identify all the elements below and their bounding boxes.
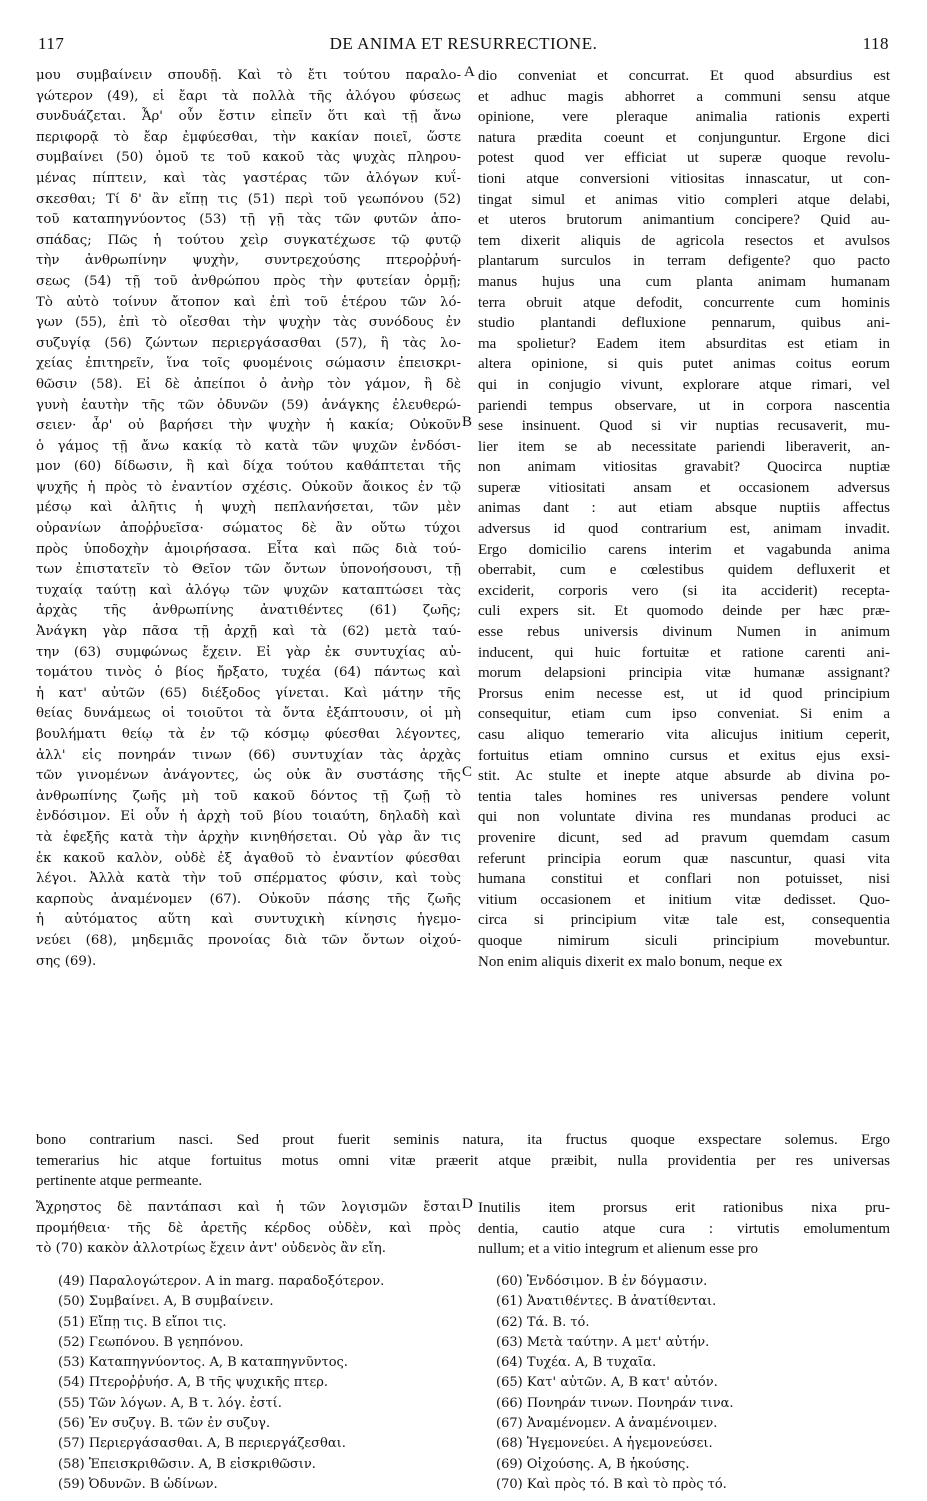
latin-text-line: animas dant : aut etiam absque nuptiis affectus [478, 500, 890, 517]
greek-text-line: ὁ γάμος τῇ ἄνω κακίᾳ τὸ κατὰ τῶν ψυχῶν ἐνδόσι- [36, 438, 461, 454]
footnote: (69) Οἰχούσης. A, B ἡκούσης. [496, 1456, 690, 1472]
latin-text-line: provenire dicunt, sed ad pravum quemdam casum [478, 829, 890, 846]
greek-text-line: μον (60) δίδωσιν, ἢ καὶ δίχα τούτου καθάπτεται τῆς [36, 459, 461, 475]
greek-text-line: ἀνθρωπίνης ζωῆς μὴ τοῦ κακοῦ δόντος τῇ ζωῇ τὸ [36, 788, 461, 804]
latin-text-line: sese insinuent. Quod si vir nuptias recusaverit, mu- [478, 418, 890, 435]
greek-text-line: τὰ ἐφεξῆς κατὰ τὴν ἀρχὴν κινηθήσεται. Οὐ γὰρ ἂν τις [36, 829, 461, 845]
footnote: (58) Ἐπεισκριθῶσιν. A, B εἰσκριθῶσιν. [58, 1456, 316, 1472]
greek-text-line: σεως (54) τῇ τοῦ ἀνθρώπου πρὸς τὴν φυτείαν ὁρμῇ; [36, 273, 461, 289]
margin-letter-b: B [462, 414, 473, 430]
greek-text-line: οὐρανίων ἀποῤῥυεῖσα· σώματος δὲ ἂν οὕτω τύχοι [36, 521, 461, 537]
footnote: (64) Τυχέα. A, B τυχαῖα. [496, 1355, 657, 1371]
greek-text-line: γώτερον (49), εἰ ἔαρι τὰ πολλὰ τῆς ἀλόγου φύσεως [36, 88, 461, 104]
greek-text-line: μου συμβαίνειν σπουδῇ. Καὶ τὸ ἔτι τούτου παραλο- [36, 68, 461, 83]
footnote: (50) Συμβαίνει. A, B συμβαίνειν. [58, 1294, 274, 1310]
latin-text-line: esse rebus universis divinum Numen in animum [478, 624, 890, 641]
greek-text-line: ἐνδόσιμον. Εἰ οὖν ἡ ἀρχὴ τοῦ βίου τοιαύτη, δηλαδὴ καὶ [36, 809, 461, 825]
footnote: (52) Γεωπόνου. B γεηπόνου. [58, 1334, 244, 1350]
greek-text-line: τοῦ καταπηγνύοντος (53) τῇ γῇ τὰς τῶν φυτῶν ἀπο- [36, 212, 461, 228]
footnote: (59) Ὀδυνῶν. B ὠδίνων. [58, 1476, 218, 1492]
greek-text-line: ἀρχὰς τῆς ἀνθρωπίνης ἀνατιθέντες (61) ζωῆς; [36, 603, 461, 619]
latin-text-line: altera opinione, si quis putet animas coitus eorum [478, 356, 890, 373]
greek-text-line: περιφορᾷ τὸ ἔαρ ἐμφύεσθαι, τὴν κακίαν ποιεῖ, ὥστε [36, 129, 461, 145]
latin-text-line: morum delapsioni principia vitæ humanæ assignant? [478, 665, 890, 682]
page-number-right: 118 [862, 34, 889, 53]
footnote: (53) Καταπηγνύοντος. A, B καταπηγνῦντος. [58, 1355, 348, 1371]
greek-text-line: ἡ αὐτόματος αὕτη καὶ συντυχικὴ κίνησις ἡγεμο- [36, 912, 461, 928]
greek-text-line: σκεσθαι; Τί δ' ἂν εἴπῃ τις (51) περὶ τοῦ γεωπόνου (52) [36, 191, 461, 207]
latin-text-line: tingat simul et animas vitio compleri atque delabi, [478, 191, 890, 208]
margin-letter-a: A [464, 64, 475, 80]
greek-text-line: τὸ (70) κακὸν ἀλλοτρίως ἔχειν ἀντ' οὐδενὸς ἂν εἴη. [36, 1241, 387, 1257]
greek-text-line: καρποὺς ἀναμένομεν (67). Οὐκοῦν πάσης τῆς ζωῆς [36, 891, 461, 907]
greek-text-line: θείας δυνάμεως οἱ τοιοῦτοι τὰ ὄντα ἐξάπτουσιν, οἱ μὴ [36, 706, 461, 722]
footnote: (60) Ἐνδόσιμον. B ἐν δόγμασιν. [496, 1274, 708, 1289]
footnote: (67) Ἀναμένομεν. A ἀναμένοιμεν. [496, 1416, 718, 1432]
latin-text-line: humana constitui et conflari non potuisset, nisi [478, 871, 890, 888]
greek-text-line: χείας ἐπιτηρεῖν, ἵνα τοῖς φυομένοις σώμασιν ἐπεισκρι- [36, 356, 461, 372]
latin-text-line: studio plantandi defluxione pennarum, quibus ani- [478, 315, 890, 332]
latin-text-line: ma spolietur? Eadem item absurditas est etiam in [478, 335, 890, 352]
greek-text-line: ἀλλ' εἰς πονηράν τινων (66) συντυχίαν τὰς ἀρχὰς [36, 747, 461, 763]
greek-text-line: την (63) συμφώνως ἔχειν. Εἰ γὰρ ἐκ συντυχίας αὐ- [36, 644, 461, 660]
latin-text-line: stit. Ac stulte et inepte atque absurde ab divina po- [478, 768, 890, 785]
footnote: (55) Τῶν λόγων. A, B τ. λόγ. ἐστί. [58, 1395, 282, 1411]
full-width-text-line: bono contrarium nasci. Sed prout fuerit seminis natura, ita fructus quoque exspectare solemus. Ergo [36, 1132, 890, 1148]
latin-text-line: fortuitus etiam omnino cursus et exitus ejus exsi- [478, 747, 890, 764]
latin-text-line: tentia tales homines res universas pendere volunt [478, 788, 890, 805]
latin-text-line: et adhuc magis abhorret a communi sensu atque [478, 88, 890, 105]
latin-text-line: tioni atque conversioni vitiositas innascatur, ut con- [478, 170, 890, 187]
greek-text-line: Ἄχρηστος δὲ παντάπασι καὶ ἡ τῶν λογισμῶν ἔσται [36, 1200, 461, 1215]
full-width-text-line: pertinente atque permeante. [36, 1173, 203, 1190]
latin-text-line: nullum; et a vitio integrum et alienum esse pro [478, 1241, 758, 1258]
footnote: (66) Πονηράν τινων. Πονηράν τινα. [496, 1395, 734, 1411]
latin-text-line: superæ vitiositati ansam et occasionem adversus [478, 479, 890, 496]
footnote: (56) Ἐν συζυγ. B. τῶν ἐν συζυγ. [58, 1416, 270, 1432]
greek-text-line: γυνὴ ἑαυτὴν τῆς τῶν ὀδυνῶν (59) ἀνάγκης ἐλευθερώ- [36, 397, 461, 413]
latin-text-line: terra obruit atque defodit, concurrente cum hominis [478, 294, 890, 311]
greek-text-line: σης (69). [36, 953, 97, 969]
latin-text-line: lier item se ab necessitate pariendi liberaverit, an- [478, 438, 890, 455]
footnote: (65) Κατ' αὐτῶν. A, B κατ' αὐτόν. [496, 1375, 718, 1391]
latin-text-line: non animam vitiositas gravabit? Quocirca nuptiæ [478, 459, 890, 476]
footnotes-right [496, 1272, 896, 1495]
latin-text-line: dio conveniat et concurrat. Et quod absurdius est [478, 68, 890, 84]
latin-text-line: vitium occasionem et initium vitæ dedisset. Quo- [478, 891, 890, 908]
margin-letter-d: D [462, 1196, 473, 1212]
latin-text-line: opinione, vere pleraque animalia rationis experti [478, 109, 890, 126]
greek-text-line: τὴν ἀνθρωπίνην ψυχὴν, συντρεχούσης πτεροῤῥυή- [36, 253, 461, 269]
footnote: (54) Πτεροῤῥυήσ. A, B τῆς ψυχικῆς πτερ. [58, 1375, 329, 1391]
greek-text-line: τομάτου τινὸς ὁ βίος ἤρξατο, τυχέα (64) πάντως καὶ [36, 665, 461, 681]
footnote: (51) Εἴπῃ τις. B εἴποι τις. [58, 1314, 227, 1330]
greek-text-line: γων (55), ἐπὶ τὸ οἴεσθαι τὴν ψυχὴν τὰς συνόδους ἐν [36, 315, 461, 331]
footnote: (57) Περιεργάσασθαι. A, B περιεργάζεσθαι. [58, 1436, 346, 1452]
running-title: DE ANIMA ET RESURRECTIONE. [329, 34, 598, 53]
latin-text-line: adversus id quod contrarium est, animam invadit. [478, 521, 890, 538]
latin-text-line: Non enim aliquis dixerit ex malo bonum, neque ex [478, 953, 783, 970]
greek-text-line: πρὸς ὑποδοχὴν ἀμοιρήσασα. Εἶτα καὶ πῶς διὰ τού- [36, 541, 461, 557]
latin-text-line: Inutilis item prorsus erit rationibus nixa pru- [478, 1200, 890, 1216]
latin-column-second-section [478, 1198, 890, 1260]
greek-text-line: ἡ κατ' αὐτῶν (65) διέξοδος γίνεται. Καὶ μάτην τῆς [36, 685, 461, 701]
latin-text-line: dentia, cautio atque cura : virtutis emolumentum [478, 1220, 890, 1237]
latin-text-line: manus hujus una cum planta animam humanam [478, 273, 890, 290]
latin-text-line: quoque nimirum siculi principium movebuntur. [478, 932, 890, 949]
latin-column [478, 66, 890, 972]
latin-text-line: Prorsus enim necesse est, ut id quod principium [478, 685, 890, 702]
greek-text-line: μένας πίπτειν, καὶ τὰς γαστέρας τῶν ἀλόγων κυΐ- [36, 170, 461, 186]
latin-text-line: exciderit, corporis vero (si ita acciderit) recepta- [478, 582, 890, 599]
greek-text-line: Τὸ αὐτὸ τοίνυν ἄτοπον καὶ ἐπὶ τοῦ ἑτέρου τῶν λό- [36, 294, 461, 310]
greek-column-second-section [36, 1198, 461, 1260]
latin-text-line: consequitur, etiam cum ipso conveniat. Si enim a [478, 706, 890, 723]
greek-text-line: συζυγίᾳ (56) ζώντων περιεργάσασθαι (57), ἢ τὰς λο- [36, 335, 461, 351]
greek-text-line: σειεν· ἆρ' οὐ βαρήσει τὴν ψυχὴν ἡ κακία; Οὐκοῦν [36, 418, 461, 434]
latin-text-line: tem dixerit aliquis de agricola resectos et avulsos [478, 232, 890, 249]
greek-text-line: των ἐπιστατεῖν τὸ Θεῖον τῶν ὄντων ὑπονοήσουσι, τῇ [36, 562, 461, 578]
full-width-text-line: temerarius hic atque fortuitus motus omni vitæ præerit atque præibit, nulla providentia per res universas [36, 1152, 890, 1169]
greek-text-line: ψυχῆς ἡ πρὸς τὸ ἐναντίον σχέσις. Οὐκοῦν ἄοικος ἐν τῷ [36, 479, 461, 495]
greek-text-line: Ἀνάγκη γὰρ πᾶσα τῇ ἀρχῇ καὶ τὰ (62) μετὰ ταύ- [36, 624, 461, 640]
latin-text-line: et uteros brutorum animantium concipere? Quid au- [478, 212, 890, 229]
footnote: (49) Παραλογώτερον. A in marg. παραδοξότερον. [58, 1274, 385, 1289]
latin-text-line: plantarum surculos in terram defigente? quo pacto [478, 253, 890, 270]
page-number-left: 117 [38, 34, 65, 53]
greek-text-line: μέσῳ καὶ ἀλῆτις ἡ ψυχὴ πεπλανήσεται, τῶν μὲν [36, 500, 461, 516]
greek-text-line: νεύει (68), μηδεμιᾶς προνοίας διὰ τῶν ὄντων οἰχού- [36, 932, 461, 948]
footnote: (68) Ἡγεμονεύει. A ἡγεμονεύσει. [496, 1436, 713, 1452]
greek-text-line: βουλήματι θείῳ τὰ ἐν τῷ κόσμῳ φύεσθαι λέγοντες, [36, 727, 461, 742]
greek-text-line: λέγοι. Ἀλλὰ κατὰ τὴν τοῦ σπέρματος φύσιν, καὶ τοὺς [36, 871, 461, 887]
latin-text-line: circa si principium vitæ tale est, consequentia [478, 912, 890, 929]
latin-text-line: pariendi tempus observare, ut in corpora nascentia [478, 397, 890, 414]
footnotes-left [58, 1272, 478, 1495]
latin-text-line: casu aliquo temerario vita alicujus initium ceperit, [478, 727, 890, 743]
greek-column [36, 66, 461, 972]
latin-text-line: qui in conjugio vivunt, explorare atque rimari, vel [478, 376, 890, 393]
full-width-paragraph [36, 1130, 890, 1192]
footnote: (70) Καὶ πρὸς τό. B καὶ τὸ πρὸς τό. [496, 1476, 727, 1492]
footnote: (61) Ἀνατιθέντες. B ἀνατίθενται. [496, 1294, 717, 1310]
latin-text-line: potest quod ver efficiat ut superæ quoque revolu- [478, 150, 890, 167]
running-header [0, 34, 927, 56]
greek-text-line: τῶν γινομένων ἀνάγοντες, ὡς οὐκ ἂν συστάσης τῆς [36, 768, 461, 784]
latin-text-line: qui non voluntate divina res mundanas produci ac [478, 809, 890, 826]
latin-text-line: Ergo domicilio carens interim et vagabunda anima [478, 541, 890, 558]
latin-text-line: oberrabit, cum e cœlestibus quidem defluxerit et [478, 562, 890, 579]
greek-text-line: ἐκ κακοῦ καλὸν, οὐδὲ ἐξ ἀγαθοῦ τὸ ἐναντίον φύεσθαι [36, 850, 461, 866]
margin-letter-c: C [462, 764, 473, 780]
footnote: (63) Μετὰ ταύτην. A μετ' αὐτήν. [496, 1334, 710, 1350]
latin-text-line: inducent, qui huic fortuitæ et ratione carenti ani- [478, 644, 890, 661]
greek-text-line: προμήθεια· τῆς δὲ ἀρετῆς κέρδος οὐδὲν, καὶ πρὸς [36, 1220, 461, 1236]
greek-text-line: συμβαίνει (50) ὁμοῦ τε τοῦ κακοῦ τὰς ψυχὰς πληρου- [36, 150, 461, 166]
greek-text-line: σπάδας; Πῶς ἡ τούτου χεὶρ συγκατέχωσε τῷ φυτῷ [36, 232, 461, 248]
footnote: (62) Τά. B. τό. [496, 1314, 590, 1330]
latin-text-line: culi expers sit. Et quomodo deinde per hæc præ- [478, 603, 890, 620]
greek-text-line: τυχαίᾳ ταύτῃ καὶ ἀλόγῳ τῶν ψυχῶν καταπτώσει τὰς [36, 582, 461, 598]
latin-text-line: natura prædita coeunt et conjunguntur. Ergone dici [478, 129, 890, 146]
greek-text-line: θῶσιν (58). Εἰ δὲ ἀπείποι ὁ ἀνὴρ τὸν γάμον, ἢ δὲ [36, 376, 461, 392]
latin-text-line: referunt principia eorum quæ nascuntur, quasi vita [478, 850, 890, 867]
greek-text-line: συνδυάζεται. Ἆρ' οὖν ἔστιν εἰπεῖν ὅτι καὶ τῇ ἄνω [36, 109, 461, 125]
